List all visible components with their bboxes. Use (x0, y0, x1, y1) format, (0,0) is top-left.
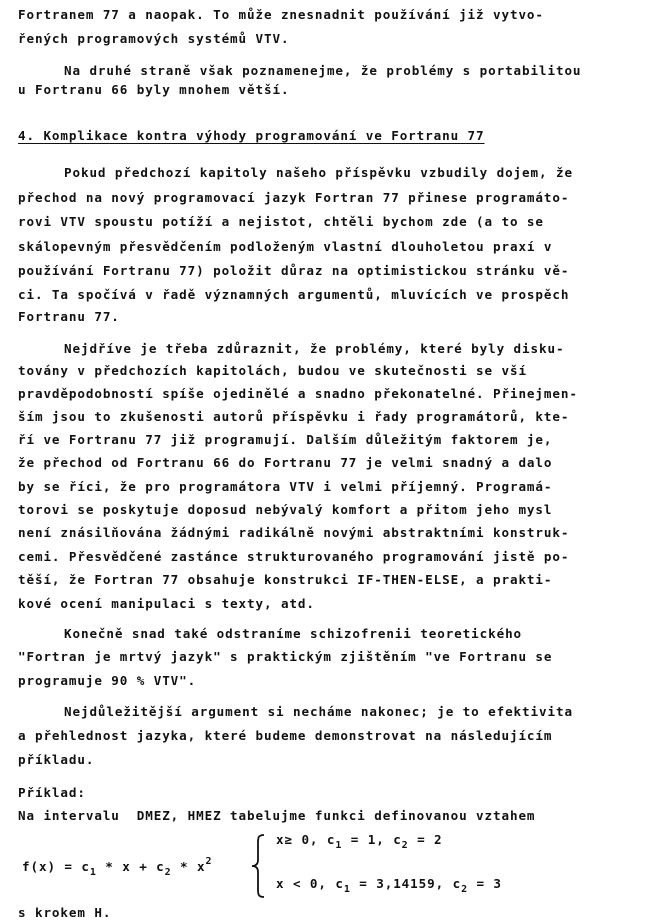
text-line: továny v předchozích kapitolách, budou ve skutečnosti se vší (18, 363, 527, 378)
text-line: příkladu. (18, 752, 95, 767)
example-step: s krokem H. (18, 905, 112, 920)
text-line: kové ocení manipulaci s texty, atd. (18, 596, 315, 611)
text-line: ším jsou to zkušenosti autorů příspěvku i řady programátorů, kte- (18, 409, 570, 424)
text-line: torovi se poskytuje doposud nebývalý komfort a přitom jeho mysl (18, 502, 553, 517)
formula-case-negative: x < 0, $c_1 = 3,14159$, $c_2 = 3$ (276, 876, 502, 895)
piecewise-formula (22, 830, 622, 904)
text-line: Nejdříve je třeba zdůraznit, že problémy, které byly disku- (64, 341, 565, 356)
text-line: Fortranu 77. (18, 309, 120, 324)
text-line: rovi VTV spoustu potíží a nejistot, chtěli bychom zde (a to se (18, 214, 544, 229)
text-line: by se říci, že pro programátora VTV i velmi příjemný. Programá- (18, 479, 553, 494)
formula-case-positive: x≥ 0, $c_1 = 1$, $c_2 = 2$ (276, 832, 443, 851)
example-label: Příklad: (18, 785, 86, 800)
text-line: Na druhé straně však poznamenejme, že problémy s portabilitou (64, 63, 582, 78)
text-line: těší, že Fortran 77 obsahuje konstrukci IF-THEN-ELSE, a prakti- (18, 572, 553, 587)
text-line: Konečně snad také odstraníme schizofrenii teoretického (64, 626, 523, 641)
curly-brace-icon (250, 834, 266, 898)
text-line: že přechod od Fortranu 66 do Fortranu 77 je velmi snadný a dalo (18, 455, 553, 470)
text-line: ří ve Fortranu 77 již programují. Dalším důležitým faktorem je, (18, 432, 553, 447)
text-line: ci. Ta spočívá v řadě významných argumentů, mluvících ve prospěch (18, 287, 570, 302)
text-line: pravděpodobností spíše ojedinělé a snadno překonatelné. Přinejmen- (18, 386, 578, 401)
formula-lhs: $f(x) = c_1 * x + c_2 * x^2$ (22, 856, 213, 878)
text-line: "Fortran je mrtvý jazyk" s praktickým zjištěním "ve Fortranu se (18, 649, 553, 664)
text-line: není znásilňována žádnými radikálně novými abstraktními konstruk- (18, 525, 570, 540)
text-line: programuje 90 % VTV". (18, 673, 197, 688)
text-line: u Fortranu 66 byly mnohem větší. (18, 82, 290, 97)
text-line: skálopevným přesvědčením podloženým vlastní dlouholetou praxí v (18, 239, 553, 254)
text-line: a přehlednost jazyka, které budeme demonstrovat na následujícím (18, 728, 553, 743)
text-line: používání Fortranu 77) položit důraz na optimistickou stránku vě- (18, 263, 570, 278)
text-line: Fortranem 77 a naopak. To může znesnadnit používání již vytvo- (18, 7, 544, 22)
text-line: řených programových systémů VTV. (18, 31, 290, 46)
section-heading: 4. Komplikace kontra výhody programování ve Fortranu 77 (18, 128, 485, 143)
example-statement: Na intervalu DMEZ, HMEZ tabelujme funkci definovanou vztahem (18, 808, 536, 823)
text-line: Nejdůležitější argument si necháme nakonec; je to efektivita (64, 704, 573, 719)
text-line: přechod na nový programovací jazyk Fortran 77 přinese programáto- (18, 190, 570, 205)
text-line: cemi. Přesvědčené zastánce strukturovaného programování jistě po- (18, 549, 570, 564)
text-line: Pokud předchozí kapitoly našeho příspěvku vzbudily dojem, že (64, 165, 573, 180)
